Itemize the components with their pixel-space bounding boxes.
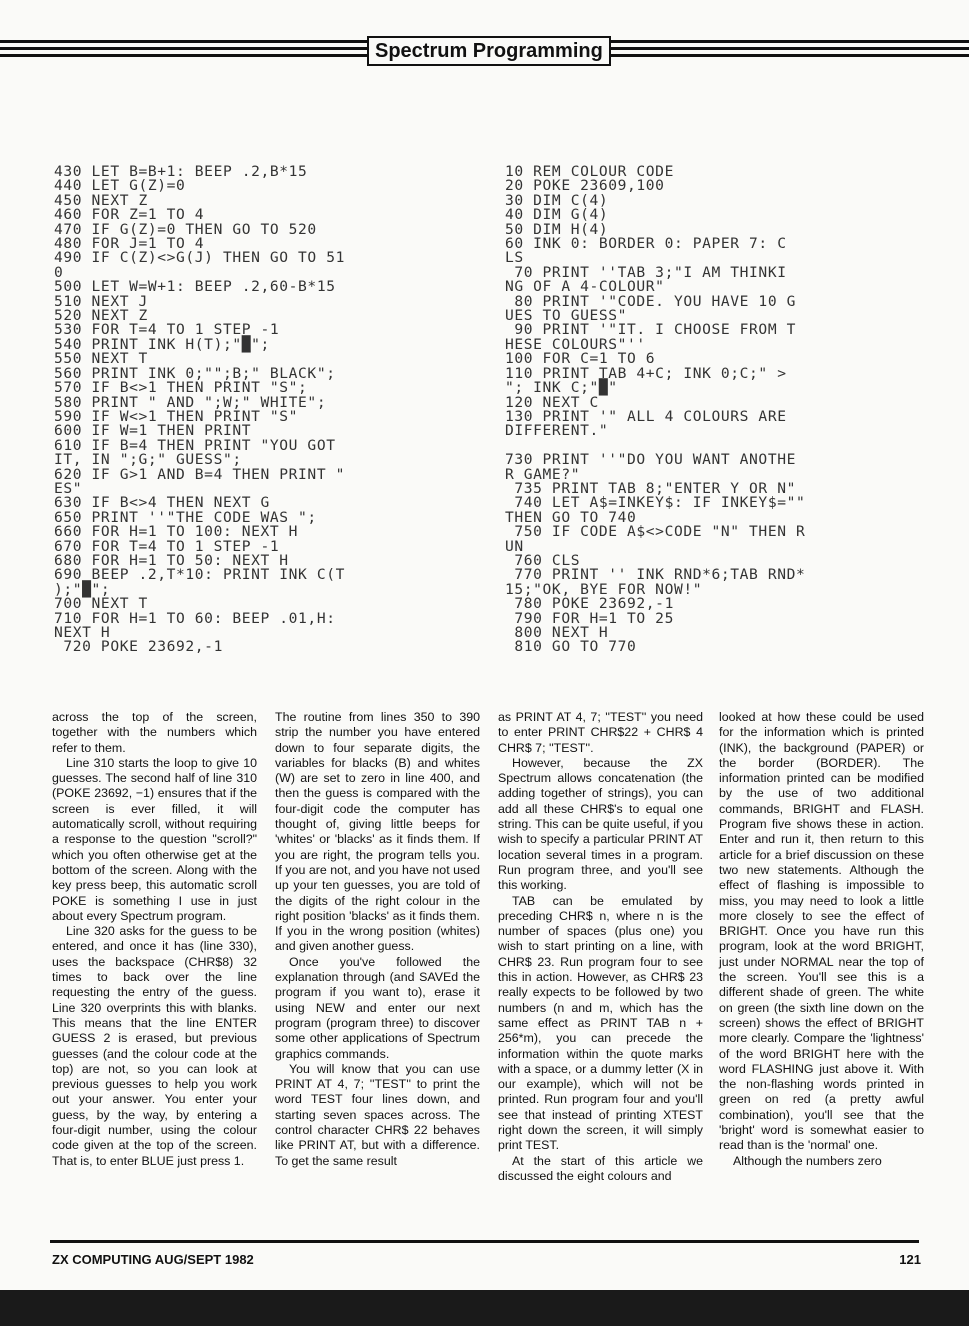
code-line: 510 NEXT J [54,292,148,310]
code-line: 130 PRINT '" ALL 4 COLOURS ARE [505,407,787,425]
paragraph: Line 310 starts the loop to give 10 guesses. The second half of line 310 (POKE 23692, −1) ensures that if the screen is ever filled, it will automatically scroll, without requiring a response to the question "scroll?" which you often otherwise get at the bottom of the screen. Along with the key press beep, this automatic scroll POKE is something I use in just about every Spectrum program. [52,755,257,923]
code-line: HESE COLOURS"'' [505,335,646,353]
section-title: Spectrum Programming [367,36,611,66]
code-line: 570 IF B<>1 THEN PRINT "S"; [54,379,308,397]
code-line: 760 CLS [505,551,581,569]
code-line: 620 IF G>1 AND B=4 THEN PRINT " [54,465,345,483]
code-line: 480 FOR J=1 TO 4 [54,235,205,253]
code-line: 450 NEXT Z [54,191,148,209]
publication-title: ZX COMPUTING AUG/SEPT 1982 [52,1252,254,1267]
code-line: 590 IF W<>1 THEN PRINT "S" [54,407,299,425]
code-line: 600 IF W=1 THEN PRINT [54,422,252,440]
code-line: 710 FOR H=1 TO 60: BEEP .01,H: [54,609,336,627]
code-line: 10 REM COLOUR CODE [505,163,674,180]
code-line: 800 NEXT H [505,624,609,641]
code-line: 60 INK 0: BORDER 0: PAPER 7: C [505,235,787,253]
program-listing-left [54,165,484,655]
code-line: LS [505,249,524,267]
code-line: THEN GO TO 740 [505,508,637,526]
code-line: 780 POKE 23692,-1 [505,595,674,613]
code-line: 15;"OK, BYE FOR NOW!" [505,580,703,598]
paragraph: across the top of the screen, together with the numbers which refer to them. [52,710,257,755]
code-line: ES" [54,479,83,497]
code-line: 610 IF B=4 THEN PRINT "YOU GOT [54,436,336,454]
code-line: 680 FOR H=1 TO 50: NEXT H [54,551,289,569]
code-line: R GAME?" [505,465,581,483]
paragraph: Although the numbers zero [733,1153,882,1168]
code-line: 560 PRINT INK 0;"";B;" BLACK"; [54,364,336,382]
code-line: 730 PRINT ''"DO YOU WANT ANOTHE [505,451,796,469]
paragraph: looked at how these could be used for the information which is printed (INK), the background (PAPER) or the border (BORDER). The information printed can be modified by the use of two additional commands, BRIGHT and FLASH. Program five shows these in action. Enter and run it, then return to this article for a brief discussion on these two new statements. Although the effect of flashing is impossible to miss, you may need to look a little more closely to see the effect of BRIGHT. Once you have run this program, look at the word BRIGHT, just under NORMAL near the top of the screen. You'll see this is a different shade of green. The white on green (the sixth line down on the screen) shows the effect of BRIGHT more clearly. Compare the 'lightness' of the word BRIGHT here with the word FLASHING just above it. With the non-flashing words printed in green on red (a pretty awful combination), you'll see that the 'bright' word is somewhat easier to read than is the 'normal' one. [719,710,924,1153]
code-line: 110 PRINT TAB 4+C; INK 0;C;" > [505,364,787,382]
code-line: 100 FOR C=1 TO 6 [505,350,656,368]
code-line: 770 PRINT '' INK RND*6;TAB RND* [505,566,806,584]
code-line: 690 BEEP .2,T*10: PRINT INK C(T [54,566,345,584]
code-line: 460 FOR Z=1 TO 4 [54,206,205,224]
code-line: 120 NEXT C [505,393,599,411]
code-line: 720 POKE 23692,-1 [54,638,223,656]
paragraph: However, because the ZX Spectrum allows concatenation (the adding together of strings), you can add all these CHR$'s to equal one string. This can be quite useful, if you wish to specify a particular PRINT AT location several times in a program. Run program three, and you'll see this working. [498,755,703,893]
code-line: 700 NEXT T [54,595,148,613]
paragraph: At the start of this article we discussed the eight colours and [498,1153,703,1183]
code-line: 530 FOR T=4 TO 1 STEP -1 [54,321,280,339]
paragraph: Line 320 asks for the guess to be entered, and once it has (line 330), uses the backspace (CHR$8) 32 times to back over the line requesting the entry of the guess. Line 320 overprints this with blanks. This means that the line ENTER GUESS 2 is erased, but previous guesses (and the colour code at the top) are not, so you can look at previous guesses to help you work out your answer. You enter your guess, by the way, by entering a four-digit number, using the colour code given at the top of the screen. That is, to enter BLUE just press 1. [52,924,257,1168]
code-line: IT, IN ";G;" GUESS"; [54,451,242,469]
code-line: 70 PRINT ''TAB 3;"I AM THINKI [505,263,787,281]
code-line: 0 [54,263,64,281]
code-line: 540 PRINT INK H(T);"█"; [54,335,270,353]
page-number: 121 [899,1252,921,1267]
code-line: UES TO GUESS" [505,307,628,325]
code-line: 670 FOR T=4 TO 1 STEP -1 [54,537,280,555]
code-line: UN [505,537,524,555]
code-line: 810 GO TO 770 [505,638,637,656]
code-line: );"█"; [54,580,111,598]
code-line: 630 IF B<>4 THEN NEXT G [54,494,270,512]
article-column-3 [498,710,703,1184]
code-line: 550 NEXT T [54,350,148,368]
code-line: 80 PRINT '"CODE. YOU HAVE 10 G [505,292,796,310]
code-line: 750 IF CODE A$<>CODE "N" THEN R [505,523,806,541]
program-listing-right [505,165,935,655]
paragraph: Once you've followed the explanation through (and SAVEd the program if you want to), erase it using NEW and enter our next program (program three) to discover some other applications of Spectrum graphics commands. [275,954,480,1061]
article-column-4 [719,710,924,1169]
code-line: NEXT H [54,624,111,641]
code-line: 40 DIM G(4) [505,206,609,224]
article-column-1 [52,710,257,1169]
code-line: "; INK C;"█" [505,379,618,397]
paragraph: You will know that you can use PRINT AT 4, 7; ''TEST'' to print the word TEST four lines down, and starting seven spaces across. The control character CHR$ 22 behaves like PRINT AT, but with a difference. To get the same result [275,1061,480,1168]
code-line: 580 PRINT " AND ";W;" WHITE"; [54,393,327,411]
code-line: 660 FOR H=1 TO 100: NEXT H [54,523,299,541]
code-line: 470 IF G(Z)=0 THEN GO TO 520 [54,220,317,238]
footer-rule [50,1240,919,1243]
article-column-2 [275,710,480,1169]
code-line: DIFFERENT." [505,422,609,440]
code-line: 30 DIM C(4) [505,191,609,209]
code-line: 500 LET W=W+1: BEEP .2,60-B*15 [54,278,336,296]
paragraph: The routine from lines 350 to 390 strip the number you have entered down to four separate digits, the variables for blacks (B) and whites (W) are set to zero in line 400, and then the guess is compared with the four-digit code the computer has thought of, giving little beeps for 'whites' or 'blacks' as it finds them. If you are right, the program tells you. If you are not, and you have not used up your ten guesses, you are told of the digits of the right colour in the right position 'blacks' as it finds them. If you in the wrong position (whites) and given another guess. [275,710,480,954]
code-line: 790 FOR H=1 TO 25 [505,609,674,627]
paragraph: TAB can be emulated by preceding CHR$ n, where n is the number of spaces (plus one) you wish to start printing on a line, with CHR$ 23. Run program four to see this in action. However, as CHR$ 23 really expects to be followed by two numbers (n and m, which has the same effect as PRINT TAB n + 256*m), you can precede the information within the quote marks with a space, or a dummy letter (X in our example), which will not be printed. Run program four and you'll see that instead of printing XTEST right down the screen, it will simply print TEST. [498,893,703,1153]
paragraph: as PRINT AT 4, 7; ''TEST'' you need to enter PRINT CHR$22 + CHR$ 4 CHR$ 7; ''TEST''. [498,710,703,755]
code-line: 20 POKE 23609,100 [505,177,665,195]
code-line: 520 NEXT Z [54,307,148,325]
code-line: 735 PRINT TAB 8;"ENTER Y OR N" [505,479,796,497]
scan-edge [0,1290,969,1326]
code-line: 430 LET B=B+1: BEEP .2,B*15 [54,163,308,180]
code-line: 50 DIM H(4) [505,220,609,238]
code-line: 440 LET G(Z)=0 [54,177,186,195]
code-line: 650 PRINT ''"THE CODE WAS "; [54,508,317,526]
code-line: 740 LET A$=INKEY$: IF INKEY$="" [505,494,806,512]
code-line: 90 PRINT '"IT. I CHOOSE FROM T [505,321,796,339]
code-line: 490 IF C(Z)<>G(J) THEN GO TO 51 [54,249,345,267]
code-line: NG OF A 4-COLOUR" [505,278,665,296]
